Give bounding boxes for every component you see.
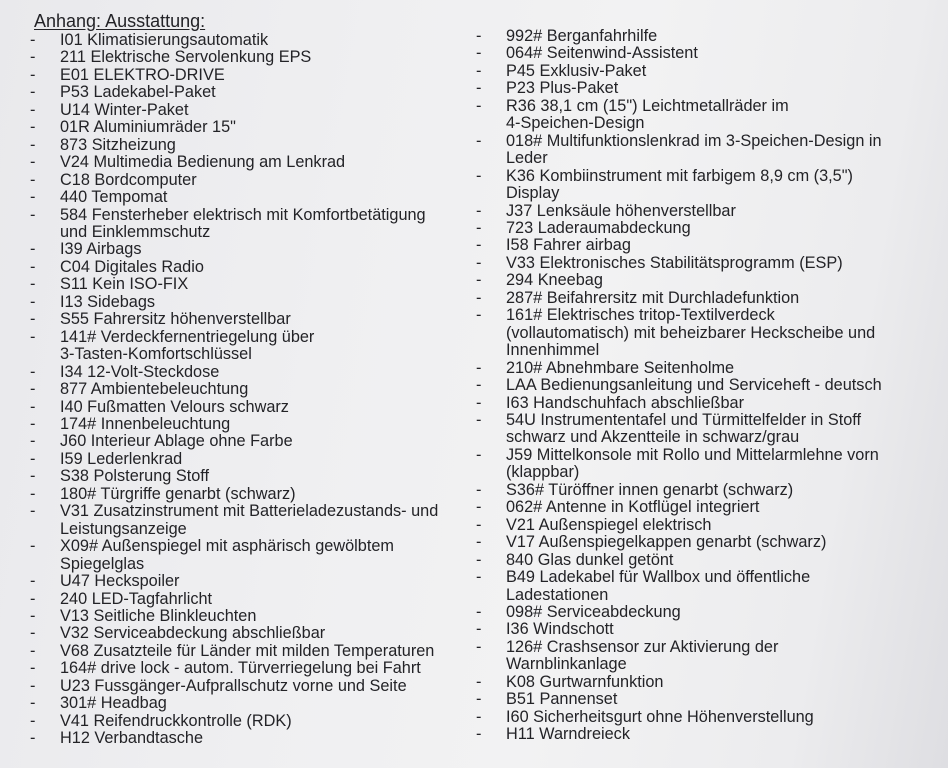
list-bullet: -	[30, 572, 36, 591]
list-bullet: -	[476, 236, 482, 255]
list-bullet: -	[30, 48, 36, 67]
list-item-text: V24 Multimedia Bedienung am Lenkrad	[60, 153, 346, 172]
list-item-text: P23 Plus-Paket	[506, 79, 619, 98]
list-item	[476, 203, 906, 220]
list-item-text: I34 12-Volt-Steckdose	[60, 362, 220, 381]
list-bullet: -	[476, 27, 482, 45]
list-item	[476, 412, 906, 447]
list-item-text: I36 Windschott	[506, 620, 614, 639]
list-item	[476, 272, 906, 289]
list-bullet: -	[30, 432, 36, 451]
list-item-text: 301# Headbag	[60, 694, 167, 713]
list-item-text: 062# Antenne in Kotflügel integriert	[506, 498, 760, 517]
list-bullet: -	[476, 96, 482, 115]
list-item-text: S36# Türöffner innen genarbt (schwarz)	[506, 480, 794, 499]
list-bullet: -	[30, 257, 36, 276]
list-item	[30, 625, 480, 642]
list-item	[476, 709, 906, 726]
list-item	[30, 84, 480, 101]
list-bullet: -	[30, 83, 36, 102]
list-item	[30, 259, 480, 276]
list-item-text: 873 Sitzheizung	[60, 135, 176, 154]
list-item-text: K08 Gurtwarnfunktion	[506, 672, 664, 691]
list-item	[476, 604, 906, 621]
list-item	[30, 713, 480, 730]
list-bullet: -	[30, 188, 36, 207]
list-bullet: -	[476, 393, 482, 412]
list-item	[30, 643, 480, 660]
list-item-text: 840 Glas dunkel getönt	[506, 550, 674, 569]
list-bullet: -	[30, 624, 36, 643]
list-bullet: -	[476, 166, 482, 185]
list-item-text: P45 Exklusiv-Paket	[506, 61, 647, 80]
list-item-text: I59 Lederlenkrad	[60, 449, 183, 468]
left-column	[30, 32, 480, 748]
list-item	[476, 377, 906, 394]
list-bullet: -	[476, 620, 482, 639]
list-item-text: 723 Laderaumabdeckung	[506, 218, 691, 237]
list-bullet: -	[30, 170, 36, 189]
list-item-text: J60 Interieur Ablage ohne Farbe	[60, 432, 293, 451]
list-item	[476, 395, 906, 412]
list-item-text: V13 Seitliche Blinkleuchten	[60, 606, 257, 625]
list-item-text: I40 Fußmatten Velours schwarz	[60, 397, 289, 416]
list-item-text: E01 ELEKTRO-DRIVE	[60, 65, 225, 84]
list-item-text: S55 Fahrersitz höhenverstellbar	[60, 310, 291, 329]
list-item	[30, 608, 480, 625]
list-bullet: -	[30, 414, 36, 433]
list-item	[30, 730, 480, 747]
list-item	[476, 482, 906, 499]
list-bullet: -	[30, 484, 36, 503]
list-item	[30, 591, 480, 608]
list-bullet: -	[30, 694, 36, 713]
list-item-text: 174# Innenbeleuchtung	[60, 414, 231, 433]
list-item	[476, 63, 906, 80]
list-item-text: 992# Berganfahrhilfe	[506, 27, 658, 45]
list-item	[30, 486, 480, 503]
list-bullet: -	[30, 240, 36, 259]
list-item	[30, 538, 480, 573]
list-item-text: S38 Polsterung Stoff	[60, 467, 210, 486]
list-bullet: -	[476, 61, 482, 80]
list-item	[30, 381, 480, 398]
list-item-text: LAA Bedienungsanleitung und Serviceheft - deutsch	[506, 376, 882, 395]
list-item	[476, 80, 906, 97]
list-item	[30, 695, 480, 712]
list-item	[30, 32, 480, 49]
list-bullet: -	[30, 467, 36, 486]
list-item-text: U47 Heckspoiler	[60, 572, 180, 591]
list-item	[30, 573, 480, 590]
list-bullet: -	[476, 602, 482, 621]
list-item-text: C18 Bordcomputer	[60, 170, 197, 189]
list-bullet: -	[476, 550, 482, 569]
list-bullet: -	[476, 568, 482, 587]
list-item	[476, 98, 906, 133]
list-bullet: -	[30, 327, 36, 346]
list-item	[476, 168, 906, 203]
list-bullet: -	[30, 275, 36, 294]
list-bullet: -	[476, 201, 482, 220]
list-item-text: I58 Fahrer airbag	[506, 236, 631, 255]
list-bullet: -	[476, 79, 482, 98]
list-item	[30, 119, 480, 136]
list-item	[30, 189, 480, 206]
list-item-text: 141# Verdeckfernentriegelung über 3-Tasten-Komfortschlüssel	[60, 327, 315, 364]
list-bullet: -	[476, 44, 482, 63]
list-bullet: -	[476, 358, 482, 377]
list-item	[476, 307, 906, 359]
list-item-text: 098# Serviceabdeckung	[506, 602, 681, 621]
list-item-text: V68 Zusatzteile für Länder mit milden Temperaturen	[60, 641, 435, 660]
list-item	[30, 207, 480, 242]
list-item	[476, 133, 906, 168]
list-item	[476, 639, 906, 674]
list-item	[30, 399, 480, 416]
list-item	[476, 447, 906, 482]
list-item-text: C04 Digitales Radio	[60, 257, 204, 276]
list-item-text: U23 Fussgänger-Aufprallschutz vorne und Seite	[60, 676, 407, 695]
list-item	[30, 329, 480, 364]
list-bullet: -	[476, 306, 482, 325]
list-item-text: 294 Kneebag	[506, 271, 603, 290]
list-bullet: -	[30, 659, 36, 678]
list-bullet: -	[30, 502, 36, 521]
list-item	[30, 364, 480, 381]
list-item-text: V31 Zusatzinstrument mit Batterieladezustands- und Leistungsanzeige	[60, 502, 439, 538]
list-bullet: -	[30, 205, 36, 224]
list-item	[30, 451, 480, 468]
list-item-text: 287# Beifahrersitz mit Durchladefunktion	[506, 288, 800, 307]
list-item-text: S11 Kein ISO-FIX	[60, 275, 189, 294]
list-bullet: -	[476, 707, 482, 726]
list-item-text: 180# Türgriffe genarbt (schwarz)	[60, 484, 296, 503]
list-bullet: -	[30, 537, 36, 556]
list-bullet: -	[476, 253, 482, 272]
list-item-text: 440 Tempomat	[60, 188, 168, 207]
list-item-text: 161# Elektrisches tritop-Textilverdeck (vollautomatisch) mit beheizbarer Heckscheibe und Innenhimmel	[506, 306, 876, 360]
list-item	[476, 45, 906, 62]
list-bullet: -	[30, 118, 36, 137]
list-item-text: V41 Reifendruckkontrolle (RDK)	[60, 711, 292, 730]
list-item	[476, 674, 906, 691]
list-item-text: V33 Elektronisches Stabilitätsprogramm (ESP)	[506, 253, 843, 272]
list-item	[30, 276, 480, 293]
list-item-text: 018# Multifunktionslenkrad im 3-Speichen-Design in Leder	[506, 131, 882, 168]
list-item	[476, 290, 906, 307]
list-bullet: -	[30, 310, 36, 329]
list-item-text: I01 Klimatisierungsautomatik	[60, 31, 269, 49]
list-bullet: -	[30, 31, 36, 49]
list-item	[30, 468, 480, 485]
list-bullet: -	[30, 292, 36, 311]
list-item-text: V21 Außenspiegel elektrisch	[506, 515, 712, 534]
list-item	[30, 433, 480, 450]
list-item-text: I60 Sicherheitsgurt ohne Höhenverstellung	[506, 707, 814, 726]
list-item	[476, 726, 906, 743]
list-item-text: H11 Warndreieck	[506, 725, 630, 744]
list-bullet: -	[30, 589, 36, 608]
list-item-text: 164# drive lock - autom. Türverriegelung bei Fahrt	[60, 659, 421, 678]
list-item	[30, 241, 480, 258]
list-bullet: -	[476, 480, 482, 499]
list-item	[30, 503, 480, 538]
list-bullet: -	[476, 498, 482, 517]
list-item	[30, 416, 480, 433]
list-item-text: 126# Crashsensor zur Aktivierung der Warnblinkanlage	[506, 637, 779, 674]
list-item	[476, 621, 906, 638]
list-item	[476, 534, 906, 551]
document-heading: Anhang: Ausstattung:	[34, 11, 206, 31]
list-bullet: -	[476, 410, 482, 429]
list-item	[476, 569, 906, 604]
list-item	[476, 552, 906, 569]
list-item	[476, 499, 906, 516]
list-bullet: -	[476, 218, 482, 237]
list-item-text: R36 38,1 cm (15") Leichtmetallräder im 4-Speichen-Design	[506, 96, 789, 133]
list-item-text: I13 Sidebags	[60, 292, 156, 311]
list-item	[30, 311, 480, 328]
list-bullet: -	[30, 362, 36, 381]
list-item	[476, 255, 906, 272]
list-bullet: -	[30, 135, 36, 154]
list-item	[30, 660, 480, 677]
list-item	[30, 154, 480, 171]
list-bullet: -	[476, 445, 482, 464]
list-item-text: H12 Verbandtasche	[60, 729, 204, 748]
list-bullet: -	[30, 449, 36, 468]
list-item-text: X09# Außenspiegel mit asphärisch gewölbtem Spiegelglas	[60, 537, 394, 573]
list-bullet: -	[30, 641, 36, 660]
list-item-text: 210# Abnehmbare Seitenholme	[506, 358, 735, 377]
list-item	[30, 294, 480, 311]
list-item	[476, 360, 906, 377]
list-item	[30, 67, 480, 84]
list-bullet: -	[476, 672, 482, 691]
list-bullet: -	[30, 65, 36, 84]
list-item	[476, 517, 906, 534]
list-item	[30, 678, 480, 695]
list-item-text: 211 Elektrische Servolenkung EPS	[60, 48, 312, 67]
list-item	[476, 220, 906, 237]
list-bullet: -	[476, 131, 482, 150]
list-bullet: -	[30, 100, 36, 119]
list-bullet: -	[476, 376, 482, 395]
list-item	[476, 237, 906, 254]
list-item-text: 877 Ambientebeleuchtung	[60, 380, 249, 399]
list-bullet: -	[476, 288, 482, 307]
list-item-text: J37 Lenksäule höhenverstellbar	[506, 201, 736, 220]
list-item-text: J59 Mittelkonsole mit Rollo und Mittelarmlehne vorn (klappbar)	[506, 445, 879, 482]
list-item-text: I39 Airbags	[60, 240, 142, 259]
list-item-text: P53 Ladekabel-Paket	[60, 83, 216, 102]
list-item-text: B51 Pannenset	[506, 690, 618, 709]
list-bullet: -	[476, 271, 482, 290]
list-item-text: 01R Aluminiumräder 15"	[60, 118, 236, 137]
list-item	[30, 172, 480, 189]
list-item-text: K36 Kombiinstrument mit farbigem 8,9 cm (3,5") Display	[506, 166, 853, 203]
list-item-text: U14 Winter-Paket	[60, 100, 189, 119]
list-bullet: -	[30, 153, 36, 172]
list-item	[476, 691, 906, 708]
list-bullet: -	[30, 729, 36, 748]
list-bullet: -	[30, 676, 36, 695]
list-item-text: V17 Außenspiegelkappen genarbt (schwarz)	[506, 533, 827, 552]
list-bullet: -	[476, 533, 482, 552]
list-item-text: I63 Handschuhfach abschließbar	[506, 393, 745, 412]
list-item-text: 064# Seitenwind-Assistent	[506, 44, 698, 63]
list-item-text: B49 Ladekabel für Wallbox und öffentliche Ladestationen	[506, 568, 811, 604]
list-item-text: 54U Instrumententafel und Türmittelfelder in Stoff schwarz und Akzentteile in schwarz/grau	[506, 410, 862, 447]
list-bullet: -	[30, 606, 36, 625]
list-bullet: -	[30, 380, 36, 399]
list-bullet: -	[30, 397, 36, 416]
list-item-text: 240 LED-Tagfahrlicht	[60, 589, 213, 608]
list-bullet: -	[476, 637, 482, 656]
list-item	[476, 28, 906, 45]
right-column	[476, 28, 906, 744]
list-bullet: -	[30, 711, 36, 730]
list-item	[30, 137, 480, 154]
list-item-text: 584 Fensterheber elektrisch mit Komfortbetätigung und Einklemmschutz	[60, 205, 426, 241]
list-item	[30, 102, 480, 119]
list-bullet: -	[476, 690, 482, 709]
list-bullet: -	[476, 515, 482, 534]
list-item	[30, 49, 480, 66]
list-bullet: -	[476, 725, 482, 744]
list-item-text: V32 Serviceabdeckung abschließbar	[60, 624, 326, 643]
